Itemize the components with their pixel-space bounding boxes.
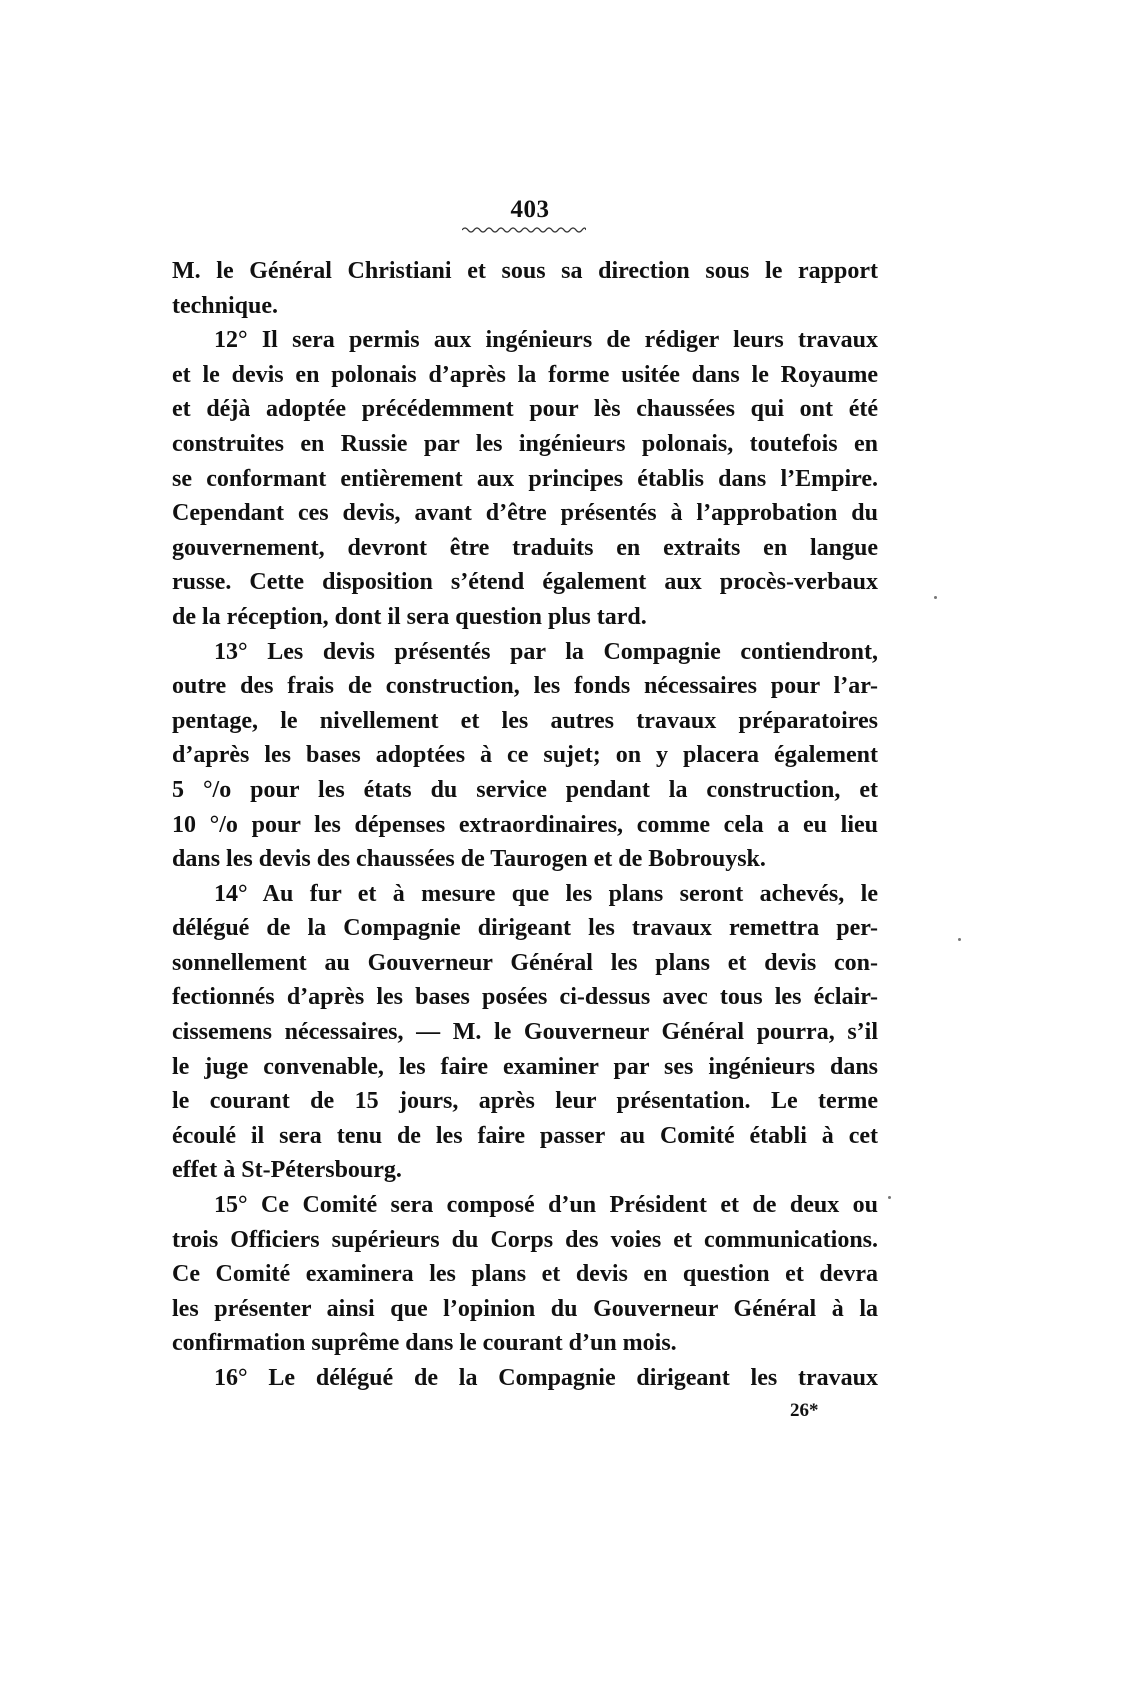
margin-speck (934, 596, 937, 599)
text-line: cissemens nécessaires, — M. le Gouverneur Général pourra, s’il (172, 1019, 878, 1046)
text-line: 15° Ce Comité sera composé d’un Président et de deux ou (214, 1192, 878, 1219)
margin-speck (888, 1196, 891, 1199)
text-line: gouvernement, devront être traduits en extraits en langue (172, 534, 878, 561)
text-line: et le devis en polonais d’après la forme usitée dans le Royaume (172, 361, 878, 388)
body-text (172, 254, 878, 1396)
text-line: pentage, le nivellement et les autres travaux préparatoires (172, 707, 878, 734)
text-line: outre des frais de construction, les fonds nécessaires pour l’ar- (172, 673, 878, 700)
text-line: 10 °/o pour les dépenses extraordinaires, comme cela a eu lieu (172, 811, 878, 838)
margin-speck (958, 938, 961, 941)
text-line: russe. Cette disposition s’étend également aux procès-verbaux (172, 569, 878, 596)
text-line: le juge convenable, les faire examiner par ses ingénieurs dans (172, 1053, 878, 1080)
text-line: trois Officiers supérieurs du Corps des voies et communications. (172, 1226, 878, 1253)
text-line: construites en Russie par les ingénieurs polonais, toutefois en (172, 430, 878, 457)
text-line: les présenter ainsi que l’opinion du Gouverneur Général à la (172, 1295, 878, 1322)
page-number-wavy-rule (462, 226, 586, 234)
text-line: sonnellement au Gouverneur Général les plans et devis con- (172, 949, 878, 976)
text-line: délégué de la Compagnie dirigeant les travaux remettra per- (172, 915, 878, 942)
text-line: et déjà adoptée précédemment pour lès chaussées qui ont été (172, 396, 878, 423)
text-line: technique. (172, 292, 279, 319)
page-number: 403 (510, 196, 550, 223)
text-line: de la réception, dont il sera question plus tard. (172, 603, 647, 630)
text-line: se conformant entièrement aux principes établis dans l’Empire. (172, 465, 878, 492)
text-line: 16° Le délégué de la Compagnie dirigeant les travaux (214, 1365, 878, 1391)
text-line: dans les devis des chaussées de Taurogen et de Bobrouysk. (172, 846, 766, 873)
text-line: effet à St-Pétersbourg. (172, 1157, 402, 1184)
text-line: 12° Il sera permis aux ingénieurs de rédiger leurs travaux (214, 327, 878, 354)
signature-mark: 26* (790, 1400, 819, 1421)
text-line: écoulé il sera tenu de les faire passer au Comité établi à cet (172, 1122, 878, 1149)
text-line: confirmation suprême dans le courant d’un mois. (172, 1330, 677, 1357)
text-line: 14° Au fur et à mesure que les plans seront achevés, le (214, 880, 878, 907)
text-line: le courant de 15 jours, après leur présentation. Le terme (172, 1088, 878, 1115)
text-line: Ce Comité examinera les plans et devis en question et devra (172, 1261, 878, 1288)
text-line: Cependant ces devis, avant d’être présentés à l’approbation du (172, 500, 878, 527)
text-line: 13° Les devis présentés par la Compagnie contiendront, (214, 638, 878, 665)
text-line: M. le Général Christiani et sous sa direction sous le rapport (172, 258, 878, 284)
text-line: fectionnés d’après les bases posées ci-dessus avec tous les éclair- (172, 984, 878, 1011)
text-line: 5 °/o pour les états du service pendant la construction, et (172, 776, 878, 803)
text-line: d’après les bases adoptées à ce sujet; on y placera également (172, 742, 878, 769)
